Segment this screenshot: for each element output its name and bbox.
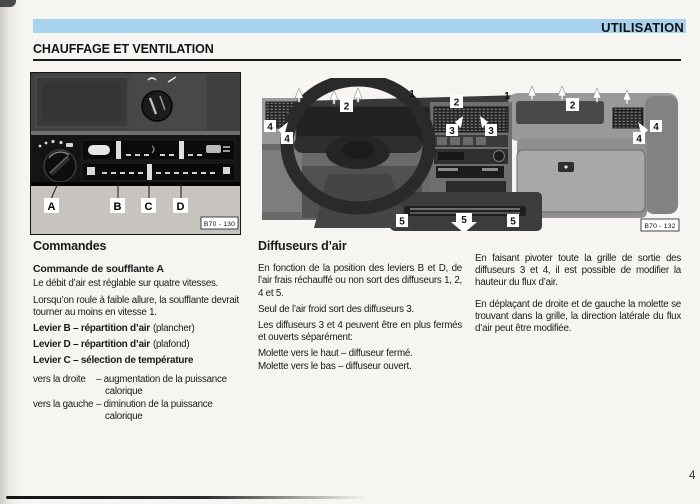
slider-b-handle xyxy=(116,141,121,159)
paragraph-blower-1: Le débit d’air est réglable sur quatre vitesses. xyxy=(33,278,219,290)
paragraph-molette-bas: Molette vers le bas – diffuseur ouvert. xyxy=(258,360,412,372)
figure-caption-box xyxy=(641,219,679,231)
callout-5: 5 xyxy=(461,215,467,226)
lever-d-note: (plafond) xyxy=(152,339,190,351)
callout-1: 1 xyxy=(504,91,510,102)
callout-3: 3 xyxy=(449,126,455,137)
column-diffuseurs xyxy=(258,240,462,373)
callout-4: 4 xyxy=(267,122,273,133)
label-b: B xyxy=(113,201,122,213)
figure-caption-box xyxy=(201,217,238,229)
paragraph-flux-2: En déplaçant de droite et de gauche la molette se trouvant dans la grille, la direction latérale du flux d’air peut être modifiée. xyxy=(475,298,681,335)
callout-2: 2 xyxy=(453,97,460,109)
lever-b-line xyxy=(33,323,239,335)
upper-slider-track xyxy=(82,140,235,160)
callout-1: 1 xyxy=(409,89,415,100)
lever-c-line xyxy=(33,355,239,367)
dashboard-illustration xyxy=(258,78,682,235)
paragraph-diffuseurs-3: Les diffuseurs 3 et 4 peuvent être en plus fermés et ouverts séparément: xyxy=(258,320,462,344)
heater-control-unit xyxy=(31,135,240,186)
direction-definition: – diminution de la puissance calorique xyxy=(96,399,213,423)
paragraph-molette-haut: Molette vers le haut – diffuseur fermé. xyxy=(258,348,413,360)
paragraph-blower-2: Lorsqu’on roule à faible allure, la soufflante devrait tourner au moins en vitesse 1. xyxy=(33,294,239,318)
diffuseurs-heading: Diffuseurs d’air xyxy=(258,239,347,253)
heater-controls-photo xyxy=(30,72,241,235)
label-d: D xyxy=(176,201,185,213)
callout-3: 3 xyxy=(488,126,494,137)
scan-bottom-edge xyxy=(6,496,366,499)
section-label: UTILISATION xyxy=(601,20,684,35)
page-gutter-shadow xyxy=(0,0,22,504)
lever-b-note: (plancher) xyxy=(152,323,195,335)
figure-caption: B70 - 130 xyxy=(203,221,236,228)
column-commandes xyxy=(33,240,239,423)
callout-4: 4 xyxy=(636,134,642,145)
panel-seam xyxy=(31,131,240,135)
temp-direction-left xyxy=(33,399,239,423)
column-flux xyxy=(475,253,681,339)
figure-heater-controls xyxy=(30,72,241,235)
lever-d-line xyxy=(33,339,239,351)
callout-4: 4 xyxy=(653,122,659,133)
blower-knob-a xyxy=(44,150,76,182)
paragraph-diffuseurs-2: Seul de l’air froid sort des diffuseurs 3. xyxy=(258,303,414,315)
label-a: A xyxy=(47,201,56,213)
title-rule xyxy=(33,59,681,61)
direction-term: vers la droite xyxy=(33,373,86,385)
center-knob xyxy=(494,151,505,162)
page-title: CHAUFFAGE ET VENTILATION xyxy=(33,42,214,56)
temp-direction-right xyxy=(33,374,239,398)
paragraph-flux-1: En faisant pivoter toute la grille de sortie des diffuseurs 3 et 4, il est possible de modifier la hauteur du flux d’air. xyxy=(475,253,681,289)
slider-d-handle xyxy=(179,141,184,159)
warm-icon xyxy=(223,167,230,174)
figure-dashboard xyxy=(258,78,682,235)
callout-5: 5 xyxy=(399,216,405,228)
figure-caption: B70 - 132 xyxy=(644,223,676,230)
header-band xyxy=(33,19,686,33)
callout-2: 2 xyxy=(343,101,350,113)
radio-slot xyxy=(436,166,504,178)
page-number: 4 xyxy=(689,470,696,482)
slider-c-handle xyxy=(147,164,152,180)
car-icon xyxy=(88,145,110,155)
paragraph-diffuseurs-1: En fonction de la position des leviers B et D, de l’air frais réchauffé ou non sort des diffuseurs 1, 2, 4 et 5. xyxy=(258,263,462,299)
callout-2: 2 xyxy=(569,100,576,112)
direction-definition: – augmentation de la puissance calorique xyxy=(96,373,227,397)
direction-term: vers la gauche xyxy=(33,399,94,411)
cold-icon xyxy=(87,167,95,175)
lever-d-label: Levier D – répartition d’air xyxy=(33,339,150,351)
lever-b-label: Levier B – répartition d’air xyxy=(33,323,150,335)
blower-subheading: Commande de soufflante A xyxy=(33,263,164,276)
right-vent-grille xyxy=(613,108,643,128)
callout-4: 4 xyxy=(284,134,290,145)
lower-slider-track xyxy=(82,163,235,181)
commandes-heading: Commandes xyxy=(33,239,107,253)
callout-5: 5 xyxy=(510,216,516,228)
label-c: C xyxy=(144,201,153,213)
lever-c-label: Levier C – sélection de température xyxy=(33,355,194,367)
upper-dash-panel xyxy=(31,73,240,131)
